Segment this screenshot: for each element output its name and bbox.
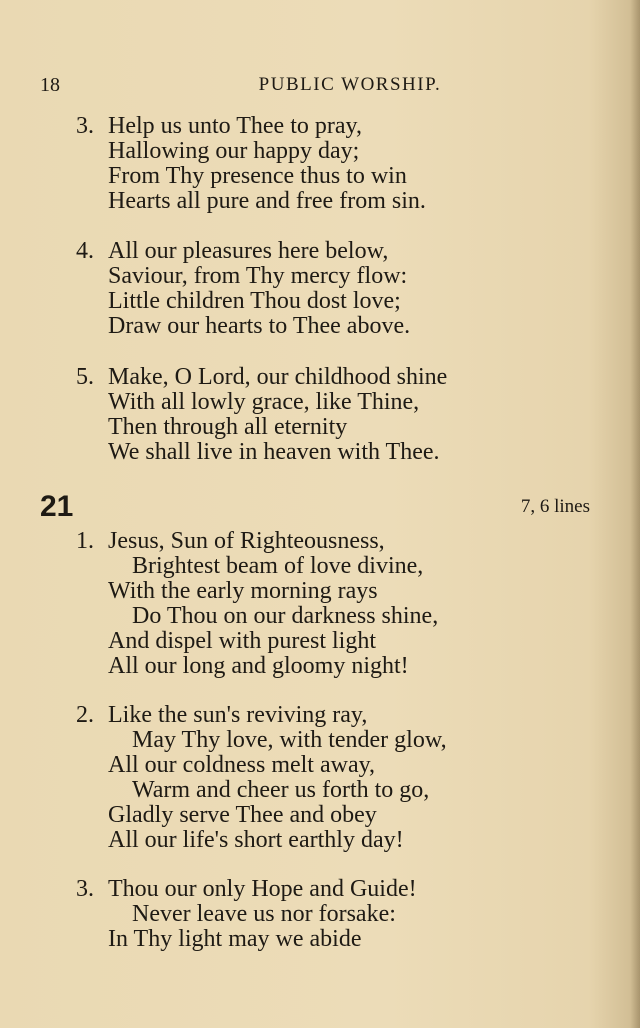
verse-line: With the early morning rays bbox=[108, 578, 378, 604]
verse-line: Brightest beam of love divine, bbox=[132, 553, 424, 579]
hymn-meter: 7, 6 lines bbox=[520, 496, 590, 517]
verse-line: Never leave us nor forsake: bbox=[132, 901, 396, 927]
hymn-number: 21 bbox=[40, 490, 74, 523]
verse-line: Warm and cheer us forth to go, bbox=[132, 777, 430, 803]
verse-line: Jesus, Sun of Righteousness, bbox=[108, 528, 385, 554]
prev-hymn-verse-3 bbox=[76, 114, 426, 214]
verse-line: Saviour, from Thy mercy flow: bbox=[108, 263, 408, 289]
prev-hymn-verse-4 bbox=[76, 239, 410, 339]
verse-line: Make, O Lord, our childhood shine bbox=[108, 364, 448, 390]
page-header bbox=[40, 74, 590, 102]
page-number: 18 bbox=[40, 74, 60, 96]
verse-line: All our pleasures here below, bbox=[108, 238, 389, 264]
verse-line: Do Thou on our darkness shine, bbox=[132, 603, 439, 629]
running-title: PUBLIC WORSHIP. bbox=[258, 74, 442, 95]
verse-line: And dispel with purest light bbox=[108, 628, 376, 654]
prev-hymn-verse-5 bbox=[76, 365, 447, 465]
verse-line: Gladly serve Thee and obey bbox=[108, 802, 377, 828]
verse-line: Like the sun's reviving ray, bbox=[108, 702, 368, 728]
verse-line: With all lowly grace, like Thine, bbox=[108, 389, 420, 415]
verse-line: All our coldness melt away, bbox=[108, 752, 376, 778]
verse-line: In Thy light may we abide bbox=[108, 926, 362, 952]
verse-line: Hallowing our happy day; bbox=[108, 138, 360, 164]
verse-number: 3. bbox=[76, 876, 94, 902]
verse-number: 5. bbox=[76, 364, 94, 390]
verse-line: Draw our hearts to Thee above. bbox=[108, 313, 411, 339]
verse-line: Thou our only Hope and Guide! bbox=[108, 876, 417, 902]
page-edge-shadow bbox=[630, 0, 640, 1028]
hymn-verse-1 bbox=[76, 529, 438, 679]
verse-line: Hearts all pure and free from sin. bbox=[108, 188, 426, 214]
hymn-verse-3 bbox=[76, 877, 417, 952]
verse-line: We shall live in heaven with Thee. bbox=[108, 439, 440, 465]
verse-number: 1. bbox=[76, 528, 94, 554]
verse-number: 4. bbox=[76, 238, 94, 264]
verse-line: Then through all eternity bbox=[108, 414, 348, 440]
verse-line: May Thy love, with tender glow, bbox=[132, 727, 447, 753]
verse-line: Help us unto Thee to pray, bbox=[108, 113, 362, 139]
verse-number: 2. bbox=[76, 702, 94, 728]
verse-line: All our long and gloomy night! bbox=[108, 653, 409, 679]
hymn-verse-2 bbox=[76, 703, 447, 853]
verse-line: All our life's short earthly day! bbox=[108, 827, 404, 853]
verse-number: 3. bbox=[76, 113, 94, 139]
verse-line: Little children Thou dost love; bbox=[108, 288, 401, 314]
verse-line: From Thy presence thus to win bbox=[108, 163, 407, 189]
